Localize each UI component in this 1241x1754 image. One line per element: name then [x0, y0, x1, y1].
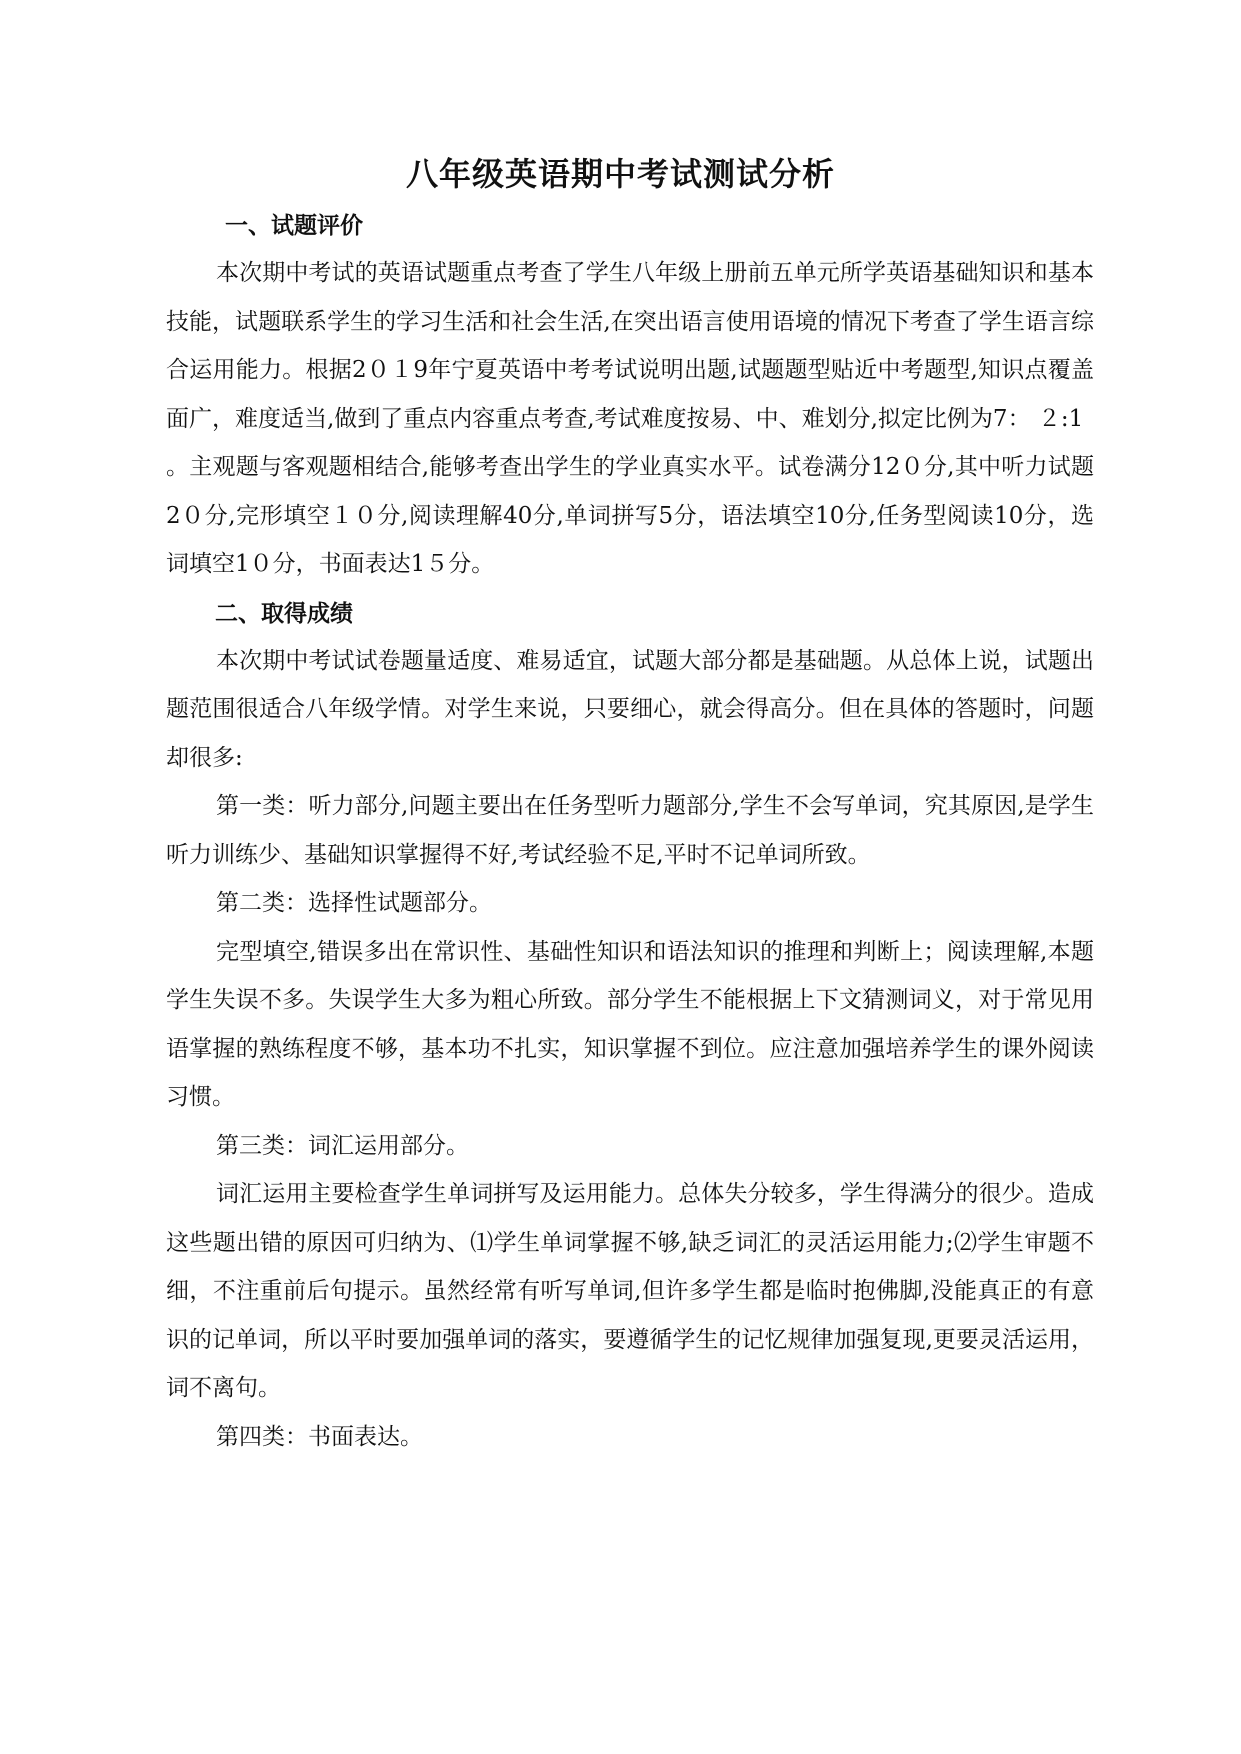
- section-heading-evaluation: 一、试题评价: [225, 212, 363, 239]
- paragraph: 。主观题与客观题相结合,能够考查出学生的学业真实水平。试卷满分12０分,其中听力试题2０分,完形填空１０分,阅读理解40分,单词拼写5分，语法填空10分,任务型阅读10分，选词填空1０分，书面表达1５分。: [166, 454, 1094, 577]
- document-title: 八年级英语期中考试测试分析: [405, 155, 835, 193]
- paragraph: 本次期中考试试卷题量适度、难易适宜，试题大部分都是基础题。从总体上说，试题出题范围很适合八年级学情。对学生来说，只要细心，就会得高分。但在具体的答题时，问题却很多:: [166, 647, 1094, 771]
- document-body: [166, 203, 1094, 1461]
- paragraph: 第一类：听力部分,问题主要出在任务型听力题部分,学生不会写单词，究其原因,是学生听力训练少、基础知识掌握得不好,考试经验不足,平时不记单词所致。: [166, 793, 1094, 868]
- paragraph: 第三类：词汇运用部分。: [216, 1132, 469, 1159]
- paragraph: 第四类：书面表达。: [216, 1423, 423, 1450]
- paragraph: 词汇运用主要检查学生单词拼写及运用能力。总体失分较多，学生得满分的很少。造成这些题出错的原因可归纳为、⑴学生单词掌握不够,缺乏词汇的灵活运用能力;⑵学生审题不细，不注重前后句提示。虽然经常有听写单词,但许多学生都是临时抱佛脚,没能真正的有意识的记单词，所以平时要加强单词的落实，要遵循学生的记忆规律加强复现,更要灵活运用，词不离句。: [166, 1181, 1094, 1401]
- section-heading-results: 二、取得成绩: [215, 599, 353, 627]
- paragraph: 完型填空,错误多出在常识性、基础性知识和语法知识的推理和判断上；阅读理解,本题学生失误不多。失误学生大多为粗心所致。部分学生不能根据上下文猜测词义，对于常见用语掌握的熟练程度不够，基本功不扎实，知识掌握不到位。应注意加强培养学生的课外阅读习惯。: [166, 938, 1094, 1110]
- paragraph: 第二类：选择性试题部分。: [216, 890, 492, 916]
- paragraph: 本次期中考试的英语试题重点考查了学生八年级上册前五单元所学英语基础知识和基本技能，试题联系学生的学习生活和社会生活,在突出语言使用语境的情况下考查了学生语言综合运用能力。根据2０１9年宁夏英语中考考试说明出题,试题题型贴近中考题型,知识点覆盖面广，难度适当,做到了重点内容重点考查,考试难度按易、中、难划分,拟定比例为7： ２:1: [166, 260, 1094, 432]
